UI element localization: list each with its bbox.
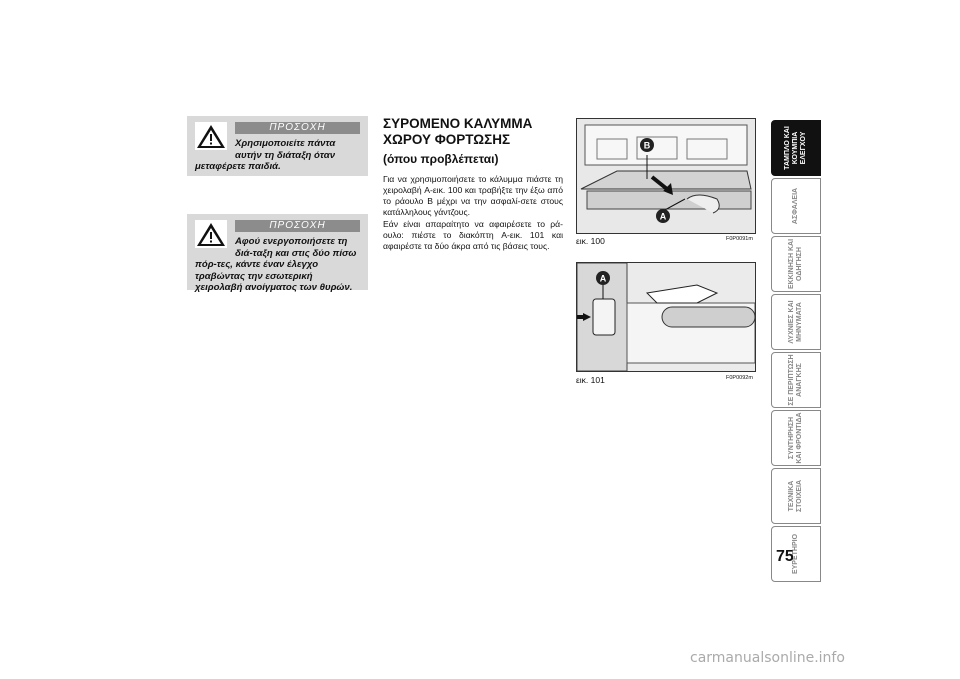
- tab-technical-data[interactable]: [771, 468, 821, 524]
- label-a: A: [599, 273, 607, 284]
- tab-starting-driving[interactable]: [771, 236, 821, 292]
- tab-label: ΛΥΧΝΙΕΣ ΚΑΙ ΜΗΝΥΜΑΤΑ: [788, 300, 803, 344]
- figure-100: [576, 118, 756, 234]
- warning-box-1: [187, 116, 368, 176]
- watermark: carmanualsonline.info: [690, 650, 845, 666]
- warning-box-2: [187, 214, 368, 293]
- label-a: A: [659, 211, 667, 222]
- tab-label: ΣΥΝΤΗΡΗΣΗ ΚΑΙ ΦΡΟΝΤΙΔΑ: [788, 412, 803, 464]
- figure-101-illustration: [577, 263, 755, 371]
- paragraph-1: Για να χρησιμοποιήσετε το κάλυμμα πιάστε τη χειρολαβή A-εικ. 100 και τραβήξτε την έξω από το ράουλο B μέχρι να την ασφαλί-σετε στους κατάλληλους γάντζους.: [383, 174, 563, 217]
- warning-text: Χρησιμοποιείτε πάντα αυτήν τη διάταξη όταν μεταφέρετε παιδιά.: [195, 138, 336, 172]
- section-subtitle: (όπου προβλέπεται): [383, 152, 499, 166]
- tab-maintenance[interactable]: [771, 410, 821, 466]
- warning-text: Αφού ενεργοποιήσετε τη διά-ταξη και στις δύο πίσω πόρ-τες, κάντε έναν έλεγχο τραβώντας την εσωτερική χειρολαβή ανοίγματος των θυρών.: [195, 236, 357, 293]
- tab-emergency[interactable]: [771, 352, 821, 408]
- paragraph-2: Εάν είναι απαραίτητο να αφαιρέσετε το ρά-ουλο: πιέστε το διακόπτη A-εικ. 101 και αφαιρέστε τα δύο άκρα από τις βάσεις τους.: [383, 219, 563, 251]
- tab-label: ΕΚΚΙΝΗΣΗ ΚΑΙ ΟΔΗΓΗΣΗ: [788, 238, 803, 290]
- tab-safety[interactable]: [771, 178, 821, 234]
- figure-101: [576, 262, 756, 372]
- tab-label: ΑΣΦΑΛΕΙΑ: [792, 187, 799, 225]
- warning-title: ΠΡΟΣΟΧΗ: [235, 122, 360, 134]
- tab-label: ΕΥΡΕΤΗΡΙΟ: [792, 533, 799, 575]
- section-title: ΣΥΡΟΜΕΝΟ ΚΑΛΥΜΜΑ ΧΩΡΟΥ ΦΟΡΤΩΣΗΣ: [383, 116, 533, 147]
- tab-dashboard-controls[interactable]: [771, 120, 821, 176]
- figure-101-caption: εικ. 101: [576, 375, 605, 385]
- figure-100-code: F0P0091m: [726, 236, 753, 242]
- tab-lights-messages[interactable]: [771, 294, 821, 350]
- figure-100-caption: εικ. 100: [576, 236, 605, 246]
- page-number: 75: [776, 548, 794, 565]
- figure-100-illustration: [577, 119, 755, 233]
- tab-label: ΤΕΧΝΙΚΑ ΣΤΟΙΧΕΙΑ: [788, 479, 803, 513]
- tab-label: ΣΕ ΠΕΡΙΠΤΩΣΗ ΑΝΑΓΚΗΣ: [788, 354, 803, 406]
- warning-title: ΠΡΟΣΟΧΗ: [235, 220, 360, 232]
- tab-label: ΤΑΜΠΛΟ ΚΑΙ ΚΟΥΜΠΙΑ ΕΛΕΓΧΟΥ: [784, 126, 807, 170]
- figure-101-code: F0P0092m: [726, 375, 753, 381]
- label-b: B: [643, 140, 651, 151]
